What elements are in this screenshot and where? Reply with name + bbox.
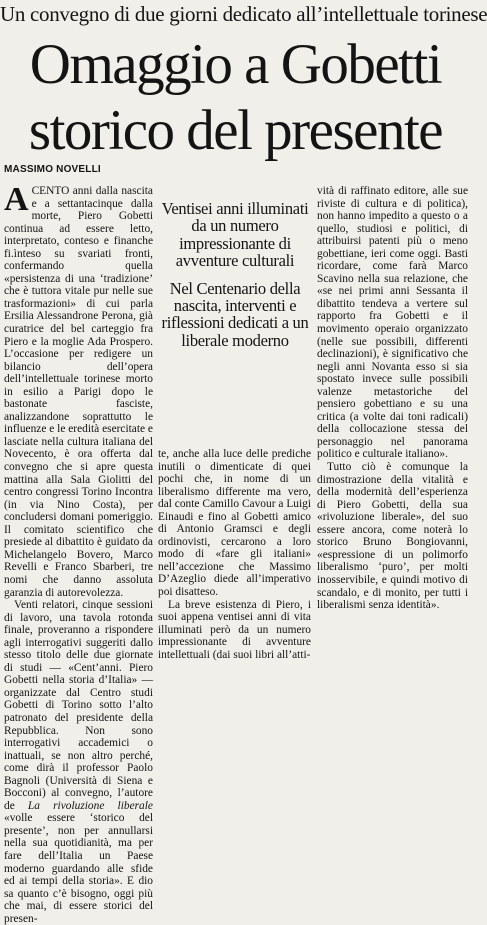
column-1-paragraph-2-end: «volle essere ‘storico del presente’, non per annullarsi nella sua quotidianità, ma per fare dell’Italia un Paese moderno guardando alle sfide ed ai tempi della storia». E dio sa quanto c’è bisogno, oggi più che mai, di essere storici del presen- [4,812,153,925]
pull-quote-2: Nel Centenario della nascita, interventi e riflessioni dedicati a un liberale moderno [161,278,309,350]
column-1-paragraph-1 [4,181,153,599]
article-column-2 [158,448,311,661]
column-2-paragraph-2: La breve esistenza di Piero, i suoi appena ventisei anni di vita illuminati però da un numero impressionante di avventure intellettuali (dai suoi libri all’atti- [158,598,311,661]
column-1-paragraph-2-text: Venti relatori, cinque sessioni di lavoro, una tavola rotonda finale, proveranno a rispondere agli interrogativi suggeriti dallo stesso titolo delle due giornate di studi — «Cent’anni. Piero Gobetti nella storia d’Italia» — organizzate dal Centro studi Gobetti di Torino sotto l’alto patronato del presidente della Repubblica. Non sono interrogativi accademici o inattuali, se non altro perché, come dirà il professor Paolo Bagnoli (Università di Siena e Bocconi) al convegno, l’autore de [4,599,153,812]
pull-quote-1: Ventisei anni illuminati da un numero impressionante di avventure culturali [161,199,309,271]
drop-cap: A [4,181,29,218]
author-byline: MASSIMO NOVELLI [4,164,101,175]
headline-line-2: storico del presente [28,99,443,162]
column-1-paragraph-1-text: CENTO anni dalla nascita e a settantacinque dalla morte, Piero Gobetti continua ad essere letto, interpretato, conteso e finanche fi.ìnteso su svariati fronti, confermando quella «persistenza di una ‘tradizione’ che è tuttora vitale pur nelle sue trasformazioni» di cui parla Ersilia Alessandrone Perona, già curatrice del bel carteggio fra Piero e la moglie Ada Prospero. L’occasione per redigere un bilancio dell’opera dell’intellettuale torinese morto in esilio a Parigi dopo le bastonate fasciste, analizzandone soprattutto le influenze e le eredità esercitate e lasciate nella cultura italiana del Novecento, è ora offerta dal convegno che si apre questa mattina alla Sala Giolitti del centro congressi Torino Incontra (in via Nino Costa), per concludersi domani pomeriggio. Il comitato scientifico che presiede al dibattito è guidato da Michelangelo Bovero, Marco Revelli e Franco Sbarberi, tre nomi che danno assoluta garanzia di autorevolezza. [4,185,153,599]
column-2-paragraph-1: te, anche alla luce delle prediche inutili o dimenticate di quei pochi che, in nome di un liberalismo differente ma vero, dal conte Camillo Cavour a Luigi Einaudi e fino al Gobetti amico di Antonio Gramsci e degli ordinovisti, cercarono a loro modo di «fare gli italiani» nell’accezione che Massimo D’Azeglio diede all’imperativo poi disatteso. [158,448,311,599]
kicker: Un convegno di due giorni dedicato all’intellettuale torinese [0,2,487,26]
column-1-paragraph-2 [4,599,153,925]
column-3-paragraph-2: Tutto ciò è comunque la dimostrazione della vitalità e della modernità dell’esperienza di Piero Gobetti, della sua «rivoluzione liberale», del suo essere ancora, come noterà lo storico Bruno Bongiovanni, «espressione di un polimorfo liberalismo ‘puro’, per molti inosservibile, e quindi motivo di scandalo, e di monito, per tutti i liberalismi senza identità». [317,461,468,612]
headline-line-1: Omaggio a Gobetti [29,33,442,96]
book-title: La rivoluzione liberale [27,799,153,812]
column-3-paragraph-1: vità di raffinato editore, alle sue riviste di cultura e di politica), non hanno impedito a questo o a quello, studiosi e politici, di attribuirsi patenti più o meno gobettiane, ieri come oggi. Basti ricordare, come farà Marco Scavino nella sua relazione, che «se nei primi anni Sessanta il dibattito tendeva a vertere sul rapporto fra Gobetti e il movimento operaio organizzato (nelle sue possibili, differenti declinazioni), è significativo che negli anni Novanta esso si sia spostato invece sulle possibili valenze metastoriche del pensiero gobettiano e su una critica (a volte dai toni radicali) della collocazione stessa del personaggio nel panorama politico e culturale italiano». [317,185,468,461]
pull-quotes [160,200,310,359]
article-column-1 [4,181,153,925]
article-column-3 [317,185,468,617]
headline [0,32,471,164]
